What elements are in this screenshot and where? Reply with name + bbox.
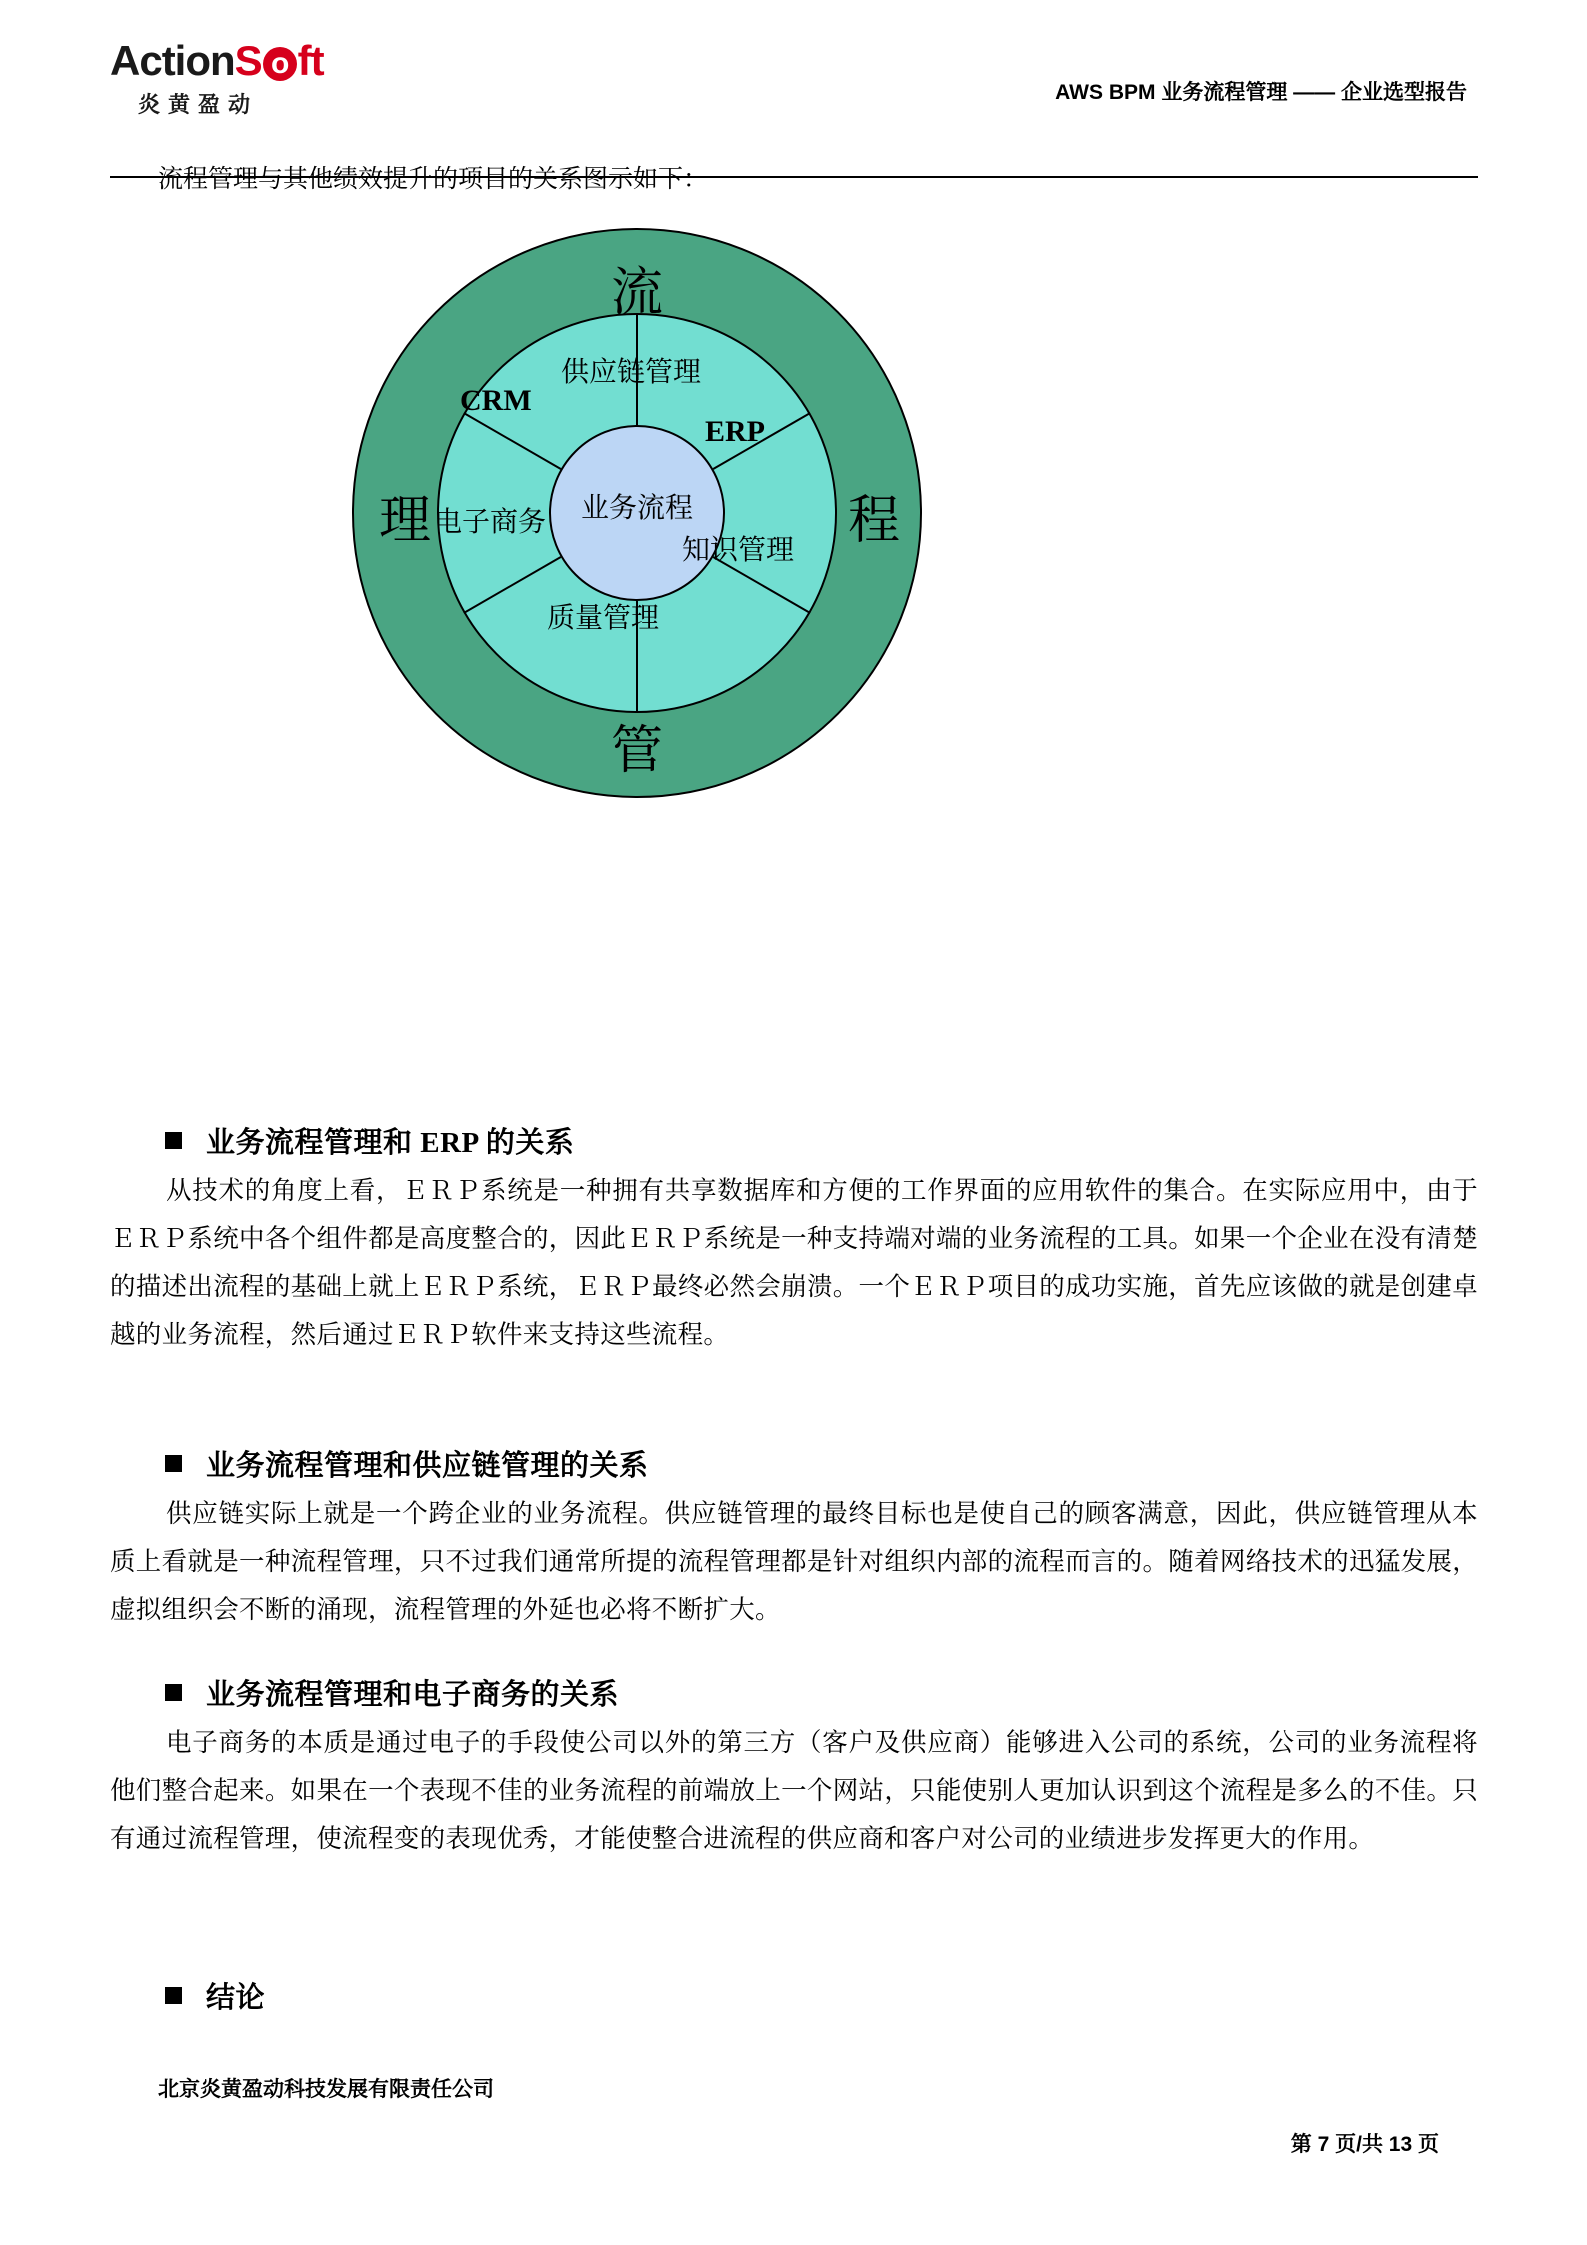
- bullet-square-icon: [165, 1684, 182, 1701]
- segment-label-crm: CRM: [460, 384, 532, 417]
- section-body: 从技术的角度上看，ＥＲＰ系统是一种拥有共享数据库和方便的工作界面的应用软件的集合。在实际应用中，由于ＥＲＰ系统中各个组件都是高度整合的，因此ＥＲＰ系统是一种支持端对端的业务流程的工具。如果一个企业在没有清楚的描述出流程的基础上就上ＥＲＰ系统，ＥＲＰ最终必然会崩溃。一个ＥＲＰ项目的成功实施，首先应该做的就是创建卓越的业务流程，然后通过ＥＲＰ软件来支持这些流程。: [110, 1176, 1478, 1349]
- outer-label-cheng: 程: [847, 493, 900, 550]
- intro-text: 流程管理与其他绩效提升的项目的关系图示如下：: [158, 166, 709, 193]
- logo-wordmark: [110, 38, 400, 84]
- segment-label-knowledge: 知识管理: [682, 535, 795, 566]
- section-heading-row: [110, 1672, 1478, 1713]
- section-conclusion: [110, 1975, 1478, 2022]
- bpm-relationship-diagram: [352, 228, 922, 798]
- segment-label-ecommerce: 电子商务: [434, 507, 547, 538]
- outer-label-guan: 管: [610, 723, 663, 780]
- logo-action-text: Action: [110, 37, 235, 84]
- bullet-square-icon: [165, 1455, 182, 1472]
- page-header: [0, 28, 1587, 148]
- footer-company: 北京炎黄盈动科技发展有限责任公司: [158, 2078, 494, 2101]
- section-heading-row: [110, 1443, 1478, 1484]
- bullet-square-icon: [165, 1987, 182, 2004]
- section-title: 业务流程管理和电子商务的关系: [206, 1679, 620, 1711]
- section-title: 业务流程管理和 ERP 的关系: [206, 1127, 575, 1159]
- outer-label-li: 理: [378, 493, 431, 550]
- footer-page-number: 第 7 页/共 13 页: [1290, 2133, 1439, 2156]
- actionsoft-logo: [110, 38, 400, 128]
- section-heading-row: [110, 1120, 1478, 1161]
- logo-s-text: S: [234, 37, 262, 84]
- section-title: 业务流程管理和供应链管理的关系: [206, 1450, 649, 1482]
- section-ecommerce: [110, 1672, 1478, 1863]
- section-title: 结论: [206, 1982, 266, 2014]
- section-heading-row: [110, 1975, 1478, 2016]
- section-body: 电子商务的本质是通过电子的手段使公司以外的第三方（客户及供应商）能够进入公司的系统，公司的业务流程将他们整合起来。如果在一个表现不佳的业务流程的前端放上一个网站，只能使别人更加认识到这个流程是多么的不佳。只有通过流程管理，使流程变的表现优秀，才能使整合进流程的供应商和客户对公司的业绩进步发挥更大的作用。: [110, 1728, 1478, 1853]
- outer-label-liu: 流: [610, 265, 663, 322]
- bullet-square-icon: [165, 1132, 182, 1149]
- segment-label-quality: 质量管理: [547, 603, 660, 634]
- section-body: 供应链实际上就是一个跨企业的业务流程。供应链管理的最终目标也是使自己的顾客满意，因此，供应链管理从本质上看就是一种流程管理，只不过我们通常所提的流程管理都是针对组织内部的流程而言的。随着网络技术的迅猛发展，虚拟组织会不断的涌现，流程管理的外延也必将不断扩大。: [110, 1499, 1478, 1624]
- segment-label-supply-chain: 供应链管理: [561, 357, 702, 388]
- logo-o-circle: o: [263, 47, 297, 81]
- core-label: 业务流程: [580, 493, 693, 524]
- segment-label-erp: ERP: [705, 415, 765, 448]
- logo-ft-text: ft: [297, 37, 324, 84]
- section-supply-chain: [110, 1443, 1478, 1634]
- header-title: AWS BPM 业务流程管理 —— 企业选型报告: [1055, 81, 1467, 104]
- section-erp: [110, 1120, 1478, 1359]
- logo-subtitle: 炎黄盈动: [138, 92, 259, 117]
